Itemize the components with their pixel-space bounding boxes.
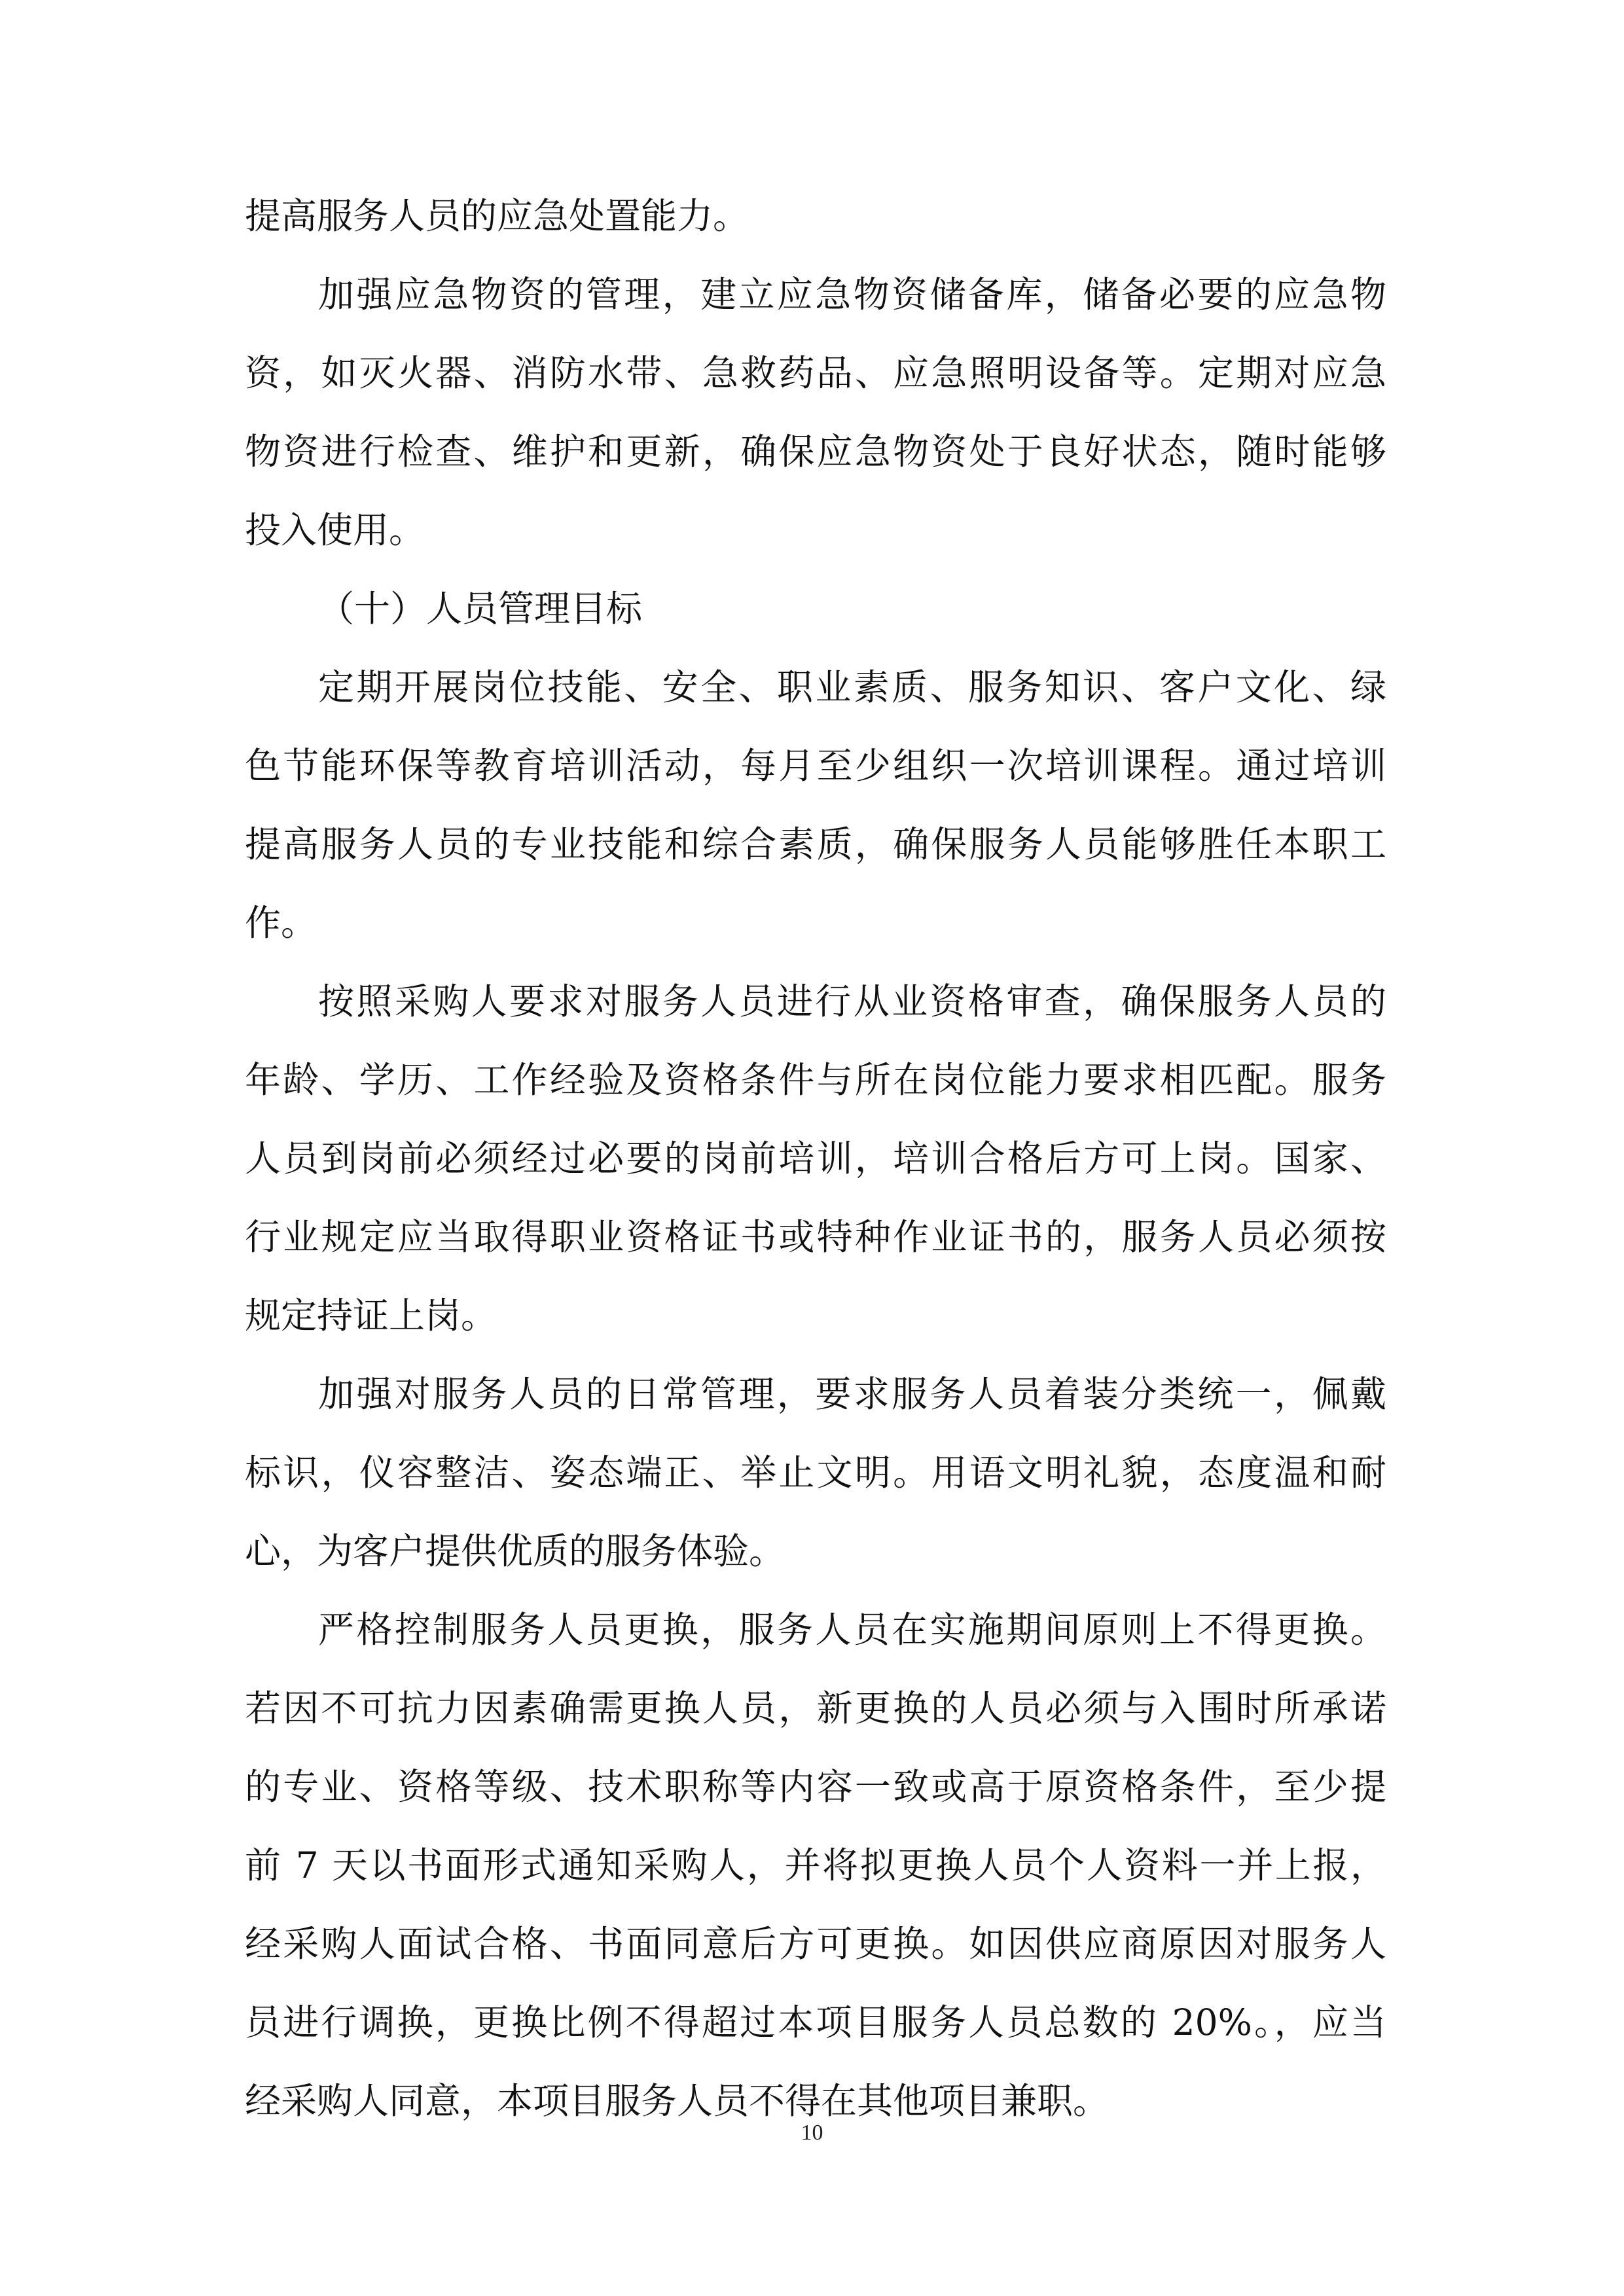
text-line: 定期开展岗位技能、安全、职业素质、服务知识、客户文化、绿 <box>318 666 1386 708</box>
text-line: 规定持证上岗。 <box>245 1295 497 1336</box>
document-body <box>245 177 1386 2140</box>
text-line: 加强对服务人员的日常管理，要求服务人员着装分类统一，佩戴 <box>318 1373 1386 1415</box>
text-line: 经采购人面试合格、书面同意后方可更换。如因供应商原因对服务人 <box>245 1923 1386 1965</box>
text-line: 物资进行检查、维护和更新，确保应急物资处于良好状态，随时能够 <box>245 431 1386 473</box>
text-line: 严格控制服务人员更换，服务人员在实施期间原则上不得更换。 <box>318 1609 1386 1651</box>
text-line: 加强应急物资的管理，建立应急物资储备库，储备必要的应急物 <box>318 274 1386 315</box>
text-line: 色节能环保等教育培训活动，每月至少组织一次培训课程。通过培训 <box>245 745 1386 787</box>
text-line: 按照采购人要求对服务人员进行从业资格审查，确保服务人员的 <box>318 980 1386 1022</box>
text-line: 作。 <box>245 902 317 944</box>
text-line: 行业规定应当取得职业资格证书或特种作业证书的，服务人员必须按 <box>245 1216 1386 1258</box>
text-line: 的专业、资格等级、技术职称等内容一致或高于原资格条件，至少提 <box>245 1766 1386 1808</box>
text-line: 年龄、学历、工作经验及资格条件与所在岗位能力要求相匹配。服务 <box>245 1059 1386 1101</box>
text-line: 经采购人同意，本项目服务人员不得在其他项目兼职。 <box>245 2080 1110 2122</box>
page-number: 10 <box>801 2121 823 2145</box>
text-line: 心，为客户提供优质的服务体验。 <box>245 1530 785 1572</box>
text-line: 标识，仪容整洁、姿态端正、举止文明。用语文明礼貌，态度温和耐 <box>245 1452 1386 1494</box>
text-line: 员进行调换，更换比例不得超过本项目服务人员总数的 20%。，应当 <box>245 2001 1386 2043</box>
text-line: 提高服务人员的专业技能和综合素质，确保服务人员能够胜任本职工 <box>245 823 1386 865</box>
text-line: 提高服务人员的应急处置能力。 <box>245 195 749 237</box>
text-line: 投入使用。 <box>245 509 425 551</box>
section-heading: （十）人员管理目标 <box>318 588 643 630</box>
text-line: 前 7 天以书面形式通知采购人，并将拟更换人员个人资料一并上报， <box>245 1844 1386 1886</box>
text-line: 资，如灭火器、消防水带、急救药品、应急照明设备等。定期对应急 <box>245 352 1386 394</box>
text-line: 人员到岗前必须经过必要的岗前培训，培训合格后方可上岗。国家、 <box>245 1138 1386 1179</box>
text-line: 若因不可抗力因素确需更换人员，新更换的人员必须与入围时所承诺 <box>245 1687 1386 1729</box>
